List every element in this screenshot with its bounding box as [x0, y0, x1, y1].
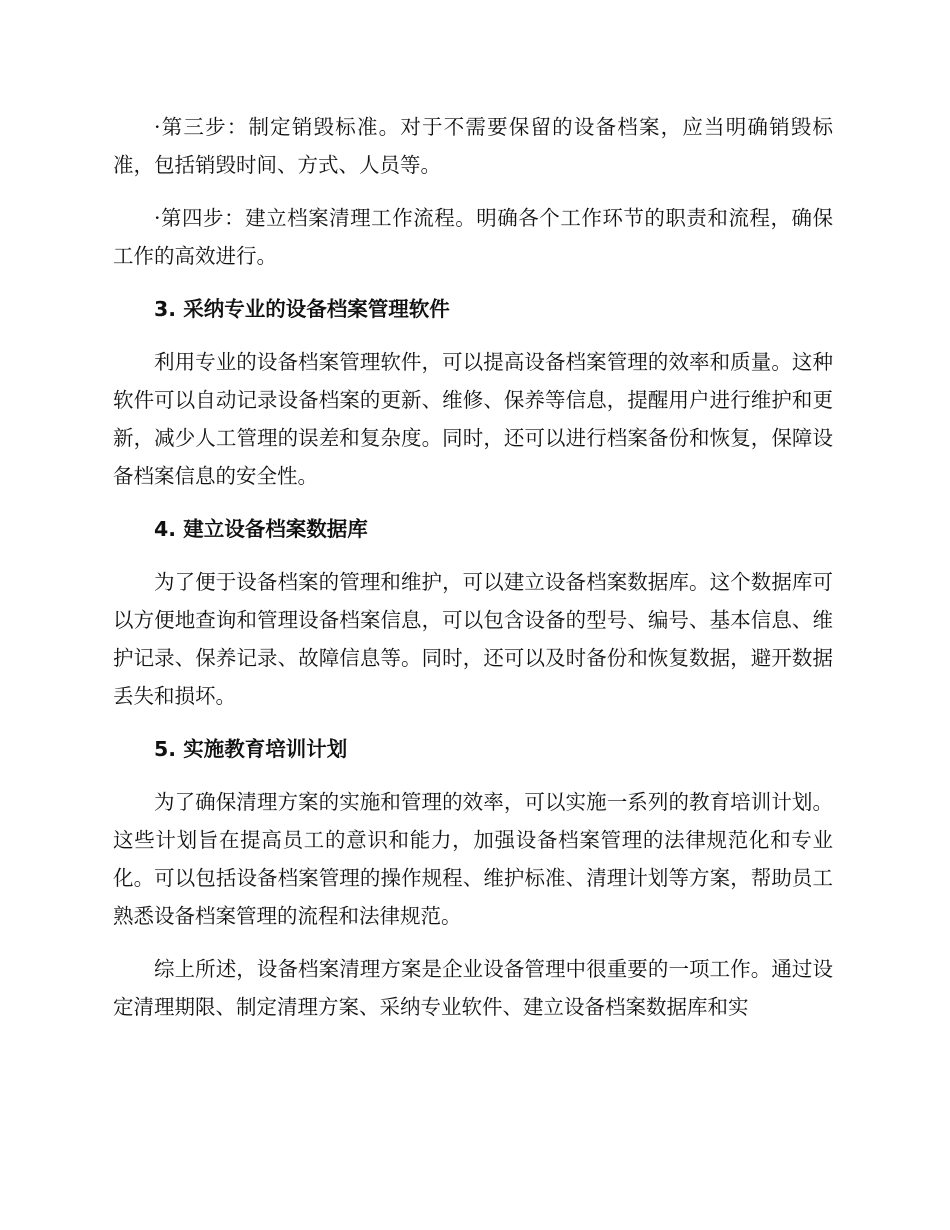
- document-page: [113, 108, 833, 1041]
- section-4-paragraph: 为了便于设备档案的管理和维护，可以建立设备档案数据库。这个数据库可以方便地查询和管理设备档案信息，可以包含设备的型号、编号、基本信息、维护记录、保养记录、故障信息等。同时，还可以及时备份和恢复数据，避开数据丢失和损坏。: [113, 570, 833, 708]
- section-3-heading: 3. 采纳专业的设备档案管理软件: [154, 297, 450, 321]
- section-5-paragraph: 为了确保清理方案的实施和管理的效率，可以实施一系列的教育培训计划。这些计划旨在提高员工的意识和能力，加强设备档案管理的法律规范化和专业化。可以包括设备档案管理的操作规程、维护标准、清理计划等方案，帮助员工熟悉设备档案管理的流程和法律规范。: [113, 790, 833, 928]
- section-4-heading: 4. 建立设备档案数据库: [154, 517, 368, 541]
- section-5-heading: 5. 实施教育培训计划: [154, 737, 348, 761]
- section-3-paragraph: 利用专业的设备档案管理软件，可以提高设备档案管理的效率和质量。这种软件可以自动记录设备档案的更新、维修、保养等信息，提醒用户进行维护和更新，减少人工管理的误差和复杂度。同时，还可以进行档案备份和恢复，保障设备档案信息的安全性。: [113, 350, 833, 488]
- summary-paragraph: 综上所述，设备档案清理方案是企业设备管理中很重要的一项工作。通过设定清理期限、制定清理方案、采纳专业软件、建立设备档案数据库和实: [113, 957, 833, 1019]
- step-three-bullet: ·第三步：制定销毁标准。对于不需要保留的设备档案，应当明确销毁标准，包括销毁时间、方式、人员等。: [113, 115, 833, 177]
- step-four-bullet: ·第四步：建立档案清理工作流程。明确各个工作环节的职责和流程，确保工作的高效进行。: [113, 206, 833, 268]
